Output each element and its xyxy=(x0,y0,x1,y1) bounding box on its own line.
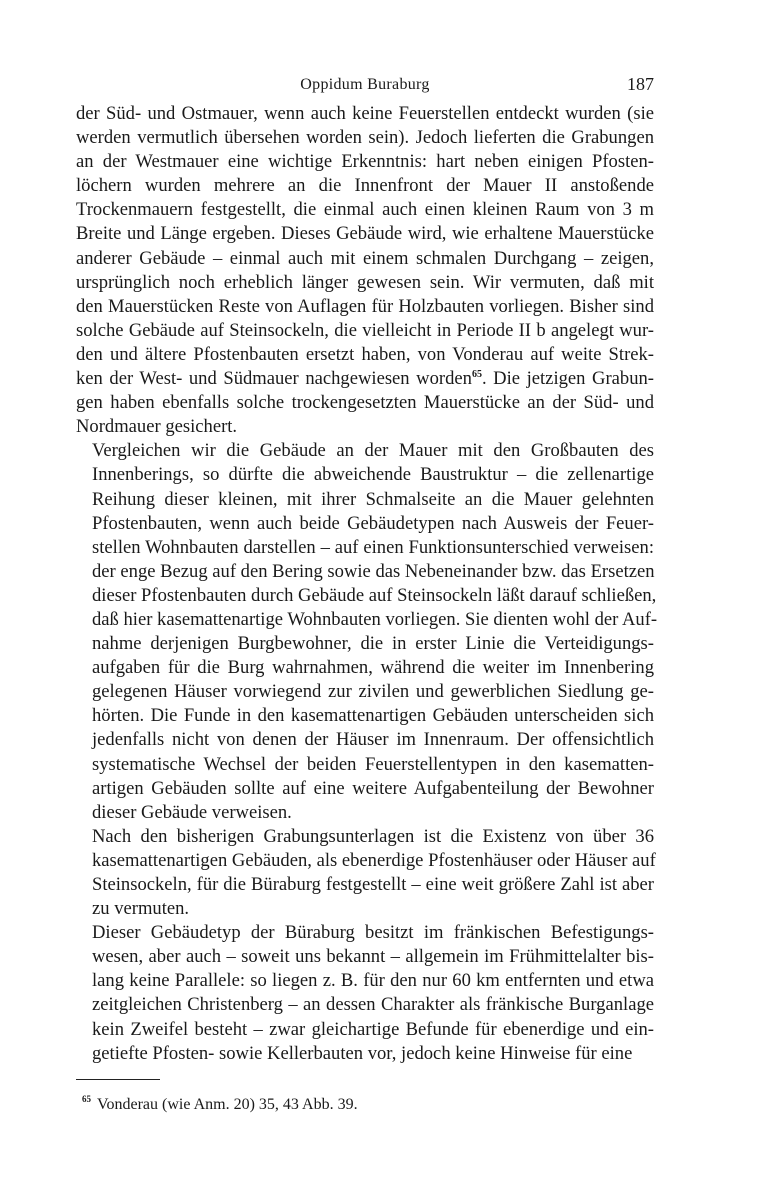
text-line: stellen Wohnbauten darstellen – auf einen Funktionsunterschied verweisen: xyxy=(92,536,654,558)
text-line: ursprünglich noch erheblich länger gewesen sein. Wir vermuten, daß mit xyxy=(76,271,654,293)
text-line: Trockenmauern festgestellt, die einmal auch einen kleinen Raum von 3 m xyxy=(76,199,654,221)
text-line: aufgaben für die Burg wahrnahmen, während die weiter im Innenbering xyxy=(92,657,654,679)
text-line: Vergleichen wir die Gebäude an der Mauer mit den Großbauten des xyxy=(92,440,654,462)
text-line: Dieser Gebäudetyp der Büraburg besitzt im fränkischen Befestigungs- xyxy=(92,922,654,944)
paragraph xyxy=(76,439,658,825)
text-line: der Süd- und Ostmauer, wenn auch keine Feuerstellen entdeckt wurden (sie xyxy=(76,103,654,124)
text-segment: ken der West- und Südmauer nachgewiesen worden xyxy=(76,368,472,390)
text-line: anderer Gebäude – einmal auch mit einem schmalen Durchgang – zeigen, xyxy=(76,247,654,269)
text-line: der enge Bezug auf den Bering sowie das Nebeneinander bzw. das Ersetzen xyxy=(92,560,655,582)
text-line: daß hier kasemattenartige Wohnbauten vorliegen. Sie dienten wohl der Auf- xyxy=(92,608,658,630)
running-title: Oppidum Buraburg xyxy=(300,76,430,93)
text-line: lang keine Parallele: so liegen z. B. für den nur 60 km entfernten und etwa xyxy=(92,970,654,992)
text-line: an der Westmauer eine wichtige Erkenntnis: hart neben einigen Pfosten- xyxy=(76,151,654,173)
text-line: kein Zweifel besteht – zwar gleichartige Befunde für ebenerdige und ein- xyxy=(92,1018,654,1040)
text-line: dieser Gebäude verweisen. xyxy=(92,801,292,823)
text-line: zeitgleichen Christenberg – an dessen Charakter als fränkische Burganlage xyxy=(92,994,654,1016)
text-line: kasemattenartigen Gebäuden, als ebenerdige Pfostenhäuser oder Häuser auf xyxy=(92,849,656,871)
text-line: artigen Gebäuden sollte auf eine weitere Aufgabenteilung der Bewohner xyxy=(92,777,654,799)
text-line: solche Gebäude auf Steinsockeln, die vielleicht in Periode II b angelegt wur- xyxy=(76,319,654,341)
footnote-number: 65 xyxy=(82,1094,91,1105)
page-number: 187 xyxy=(627,74,654,94)
text-line xyxy=(76,367,654,391)
footnote-reference[interactable]: 65 xyxy=(471,368,482,380)
text-line: den und ältere Pfostenbauten ersetzt haben, von Vonderau auf weite Strek- xyxy=(76,343,654,365)
text-line: jedenfalls nicht von denen der Häuser im Innenraum. Der offensichtlich xyxy=(92,729,654,751)
text-line: hörten. Die Funde in den kasemattenartigen Gebäuden unterscheiden sich xyxy=(92,705,654,727)
text-line: Steinsockeln, für die Büraburg festgestellt – eine weit größere Zahl ist aber xyxy=(92,874,654,895)
text-line: den Mauerstücken Reste von Auflagen für Holzbauten vorliegen. Bisher sind xyxy=(76,295,654,317)
text-line: Pfostenbauten, wenn auch beide Gebäudetypen nach Ausweis der Feuer- xyxy=(92,512,654,534)
footnote xyxy=(76,1095,654,1115)
paragraph xyxy=(76,825,654,921)
text-line: zu vermuten. xyxy=(92,898,190,920)
text-line: werden vermutlich übersehen worden sein). Jedoch lieferten die Grabungen xyxy=(76,127,654,149)
body-text xyxy=(76,102,658,1066)
text-line: gen haben ebenfalls solche trockengesetzten Mauerstücke an der Süd- und xyxy=(76,392,654,414)
text-line: nahme derjenigen Burgbewohner, die in erster Linie die Verteidigungs- xyxy=(92,633,654,655)
text-line: löchern wurden mehrere an die Innenfront der Mauer II anstoßende xyxy=(76,175,654,197)
text-line: gelegenen Häuser vorwiegend zur zivilen und gewerblichen Siedlung ge- xyxy=(92,681,654,703)
running-head xyxy=(76,70,654,102)
text-line: Reihung dieser kleinen, mit ihrer Schmalseite an die Mauer gelehnten xyxy=(92,488,654,510)
footnote-divider xyxy=(76,1079,160,1080)
text-line: wesen, aber auch – soweit uns bekannt – allgemein im Frühmittelalter bis- xyxy=(92,946,654,968)
text-line: Nach den bisherigen Grabungsunterlagen ist die Existenz von über 36 xyxy=(92,825,654,847)
text-line: dieser Pfostenbauten durch Gebäude auf Steinsockeln läßt darauf schließen, xyxy=(92,584,657,606)
paragraph xyxy=(76,921,654,1066)
text-line: systematische Wechsel der beiden Feuerstellentypen in den kasematten- xyxy=(92,753,654,775)
text-segment: . Die jetzigen Grabun- xyxy=(481,368,654,390)
text-line: getiefte Pfosten- sowie Kellerbauten vor, jedoch keine Hinweise für eine xyxy=(92,1042,633,1064)
text-line: Breite und Länge ergeben. Dieses Gebäude wird, wie erhaltene Mauerstücke xyxy=(76,223,654,245)
book-page xyxy=(76,70,658,1115)
paragraph xyxy=(76,102,654,439)
text-line: Nordmauer gesichert. xyxy=(76,416,238,438)
footnote-text: Vonderau (wie Anm. 20) 35, 43 Abb. 39. xyxy=(97,1095,358,1113)
text-line: Innenberings, so dürfte die abweichende Baustruktur – die zellenartige xyxy=(92,464,654,486)
